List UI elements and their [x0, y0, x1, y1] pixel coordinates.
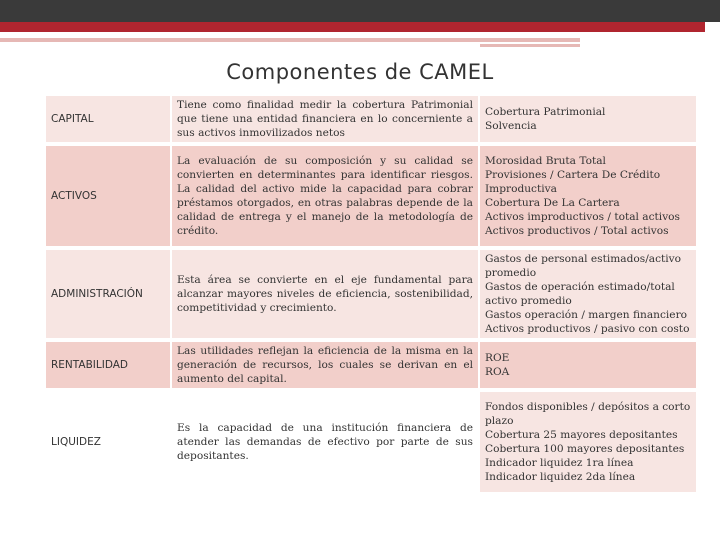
indicator-item: Cobertura De La Cartera: [485, 197, 620, 209]
indicators-administracion: [480, 250, 696, 338]
indicator-item: ROE: [485, 352, 510, 364]
indicator-item: Fondos disponibles / depósitos a corto plazo: [485, 401, 691, 427]
table-row: [46, 250, 696, 338]
component-capital: CAPITAL: [46, 96, 170, 142]
indicators-activos: [480, 146, 696, 246]
indicator-item: Morosidad Bruta Total: [485, 155, 606, 167]
component-liquidez: LIQUIDEZ: [46, 392, 170, 492]
indicator-item: Activos improductivos / total activos: [485, 211, 680, 223]
table-row: [46, 96, 696, 142]
indicator-item: Cobertura 100 mayores depositantes: [485, 443, 685, 455]
slide-title: Componentes de CAMEL: [226, 60, 494, 84]
indicator-item: Activos productivos / Total activos: [485, 225, 669, 237]
component-activos: ACTIVOS: [46, 146, 170, 246]
indicator-item: Provisiones / Cartera De Crédito Improductiva: [485, 169, 661, 195]
description-administracion: Esta área se convierte en el eje fundamental para alcanzar mayores niveles de eficiencia, sostenibilidad, competitividad y crecimiento.: [172, 250, 478, 338]
indicator-item: Activos productivos / pasivo con costo: [485, 323, 690, 335]
indicator-item: Gastos operación / margen financiero: [485, 309, 688, 321]
description-capital: Tiene como finalidad medir la cobertura Patrimonial que tiene una entidad financiera en lo concerniente a sus activos inmovilizados netos: [172, 96, 478, 142]
indicator-item: Cobertura Patrimonial: [485, 106, 606, 118]
accent-line-short: [480, 44, 580, 47]
indicator-item: Gastos de operación estimado/total activo promedio: [485, 281, 675, 307]
right-edge-bar: [0, 0, 720, 22]
indicator-item: Indicador liquidez 2da línea: [485, 471, 636, 483]
table-row: [46, 342, 696, 388]
table-row: [46, 146, 696, 246]
description-rentabilidad: Las utilidades reflejan la eficiencia de la misma en la generación de recursos, los cuales se derivan en el aumento del capital.: [172, 342, 478, 388]
indicator-item: Indicador liquidez 1ra línea: [485, 457, 634, 469]
indicators-rentabilidad: [480, 342, 696, 388]
camel-table: [44, 92, 698, 496]
accent-line: [0, 38, 580, 42]
table-row: [46, 392, 696, 492]
indicator-item: Gastos de personal estimados/activo promedio: [485, 253, 682, 279]
indicators-liquidez: [480, 392, 696, 492]
component-rentabilidad: RENTABILIDAD: [46, 342, 170, 388]
indicator-item: ROA: [485, 366, 510, 378]
component-administracion: ADMINISTRACIÓN: [46, 250, 170, 338]
description-activos: La evaluación de su composición y su calidad se convierten en determinantes para identificar riesgos. La calidad del activo mide la capacidad para cobrar préstamos otorgados, en otras palabras depende de la calidad de entrega y el manejo de la metodología de crédito.: [172, 146, 478, 246]
indicators-capital: [480, 96, 696, 142]
description-liquidez: Es la capacidad de una institución financiera de atender las demandas de efectivo por parte de sus depositantes.: [172, 392, 478, 492]
indicator-item: Cobertura 25 mayores depositantes: [485, 429, 678, 441]
red-stripe: [0, 22, 705, 32]
indicator-item: Solvencia: [485, 120, 537, 132]
